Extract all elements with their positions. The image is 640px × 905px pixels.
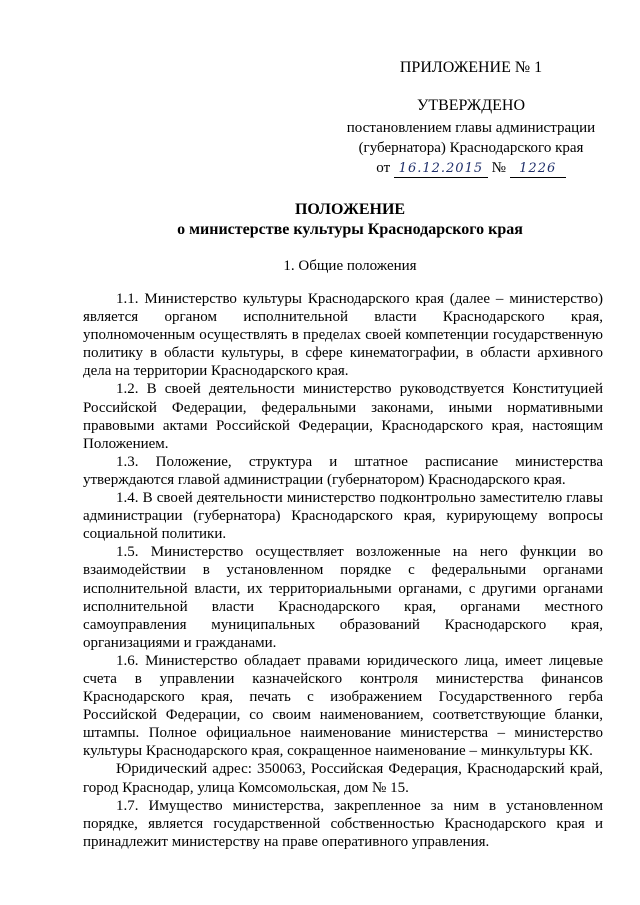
annex-label: ПРИЛОЖЕНИЕ № 1: [399, 59, 543, 76]
paragraph: 1.1. Министерство культуры Краснодарского края (далее – министерство) является органом исполнительной власти Краснодарского края, уполномоченным осуществлять в пределах своей компетенции государственную политику в области культуры, в сфере кинематографии, в области архивного дела на территории Краснодарского края.: [83, 291, 603, 380]
decree-line-1: постановлением главы администрации: [346, 120, 596, 136]
section-title: 1. Общие положения: [283, 258, 417, 274]
document-body: [83, 290, 603, 851]
paragraph: 1.2. В своей деятельности министерство руководствуется Конституцией Российской Федерации, федеральными законами, иными нормативными правовыми актами Российской Федерации, Краснодарского края, настоящим Положением.: [83, 381, 603, 452]
approved-label: УТВЕРЖДЕНО: [416, 97, 525, 114]
paragraph: 1.4. В своей деятельности министерство подконтрольно заместителю главы администрации (губернатора) Краснодарского края, курирующему вопросы социальной политики.: [83, 490, 603, 543]
handwritten-date: 16.12.2015: [394, 161, 488, 178]
handwritten-number: 1226: [510, 161, 566, 178]
decree-line-2: (губернатора) Краснодарского края: [358, 140, 584, 156]
title-line-1: ПОЛОЖЕНИЕ: [294, 201, 406, 218]
number-prefix: №: [491, 160, 506, 176]
paragraph: 1.3. Положение, структура и штатное расписание министерства утверждаются главой администрации (губернатором) Краснодарского края.: [83, 453, 603, 488]
paragraph: 1.7. Имущество министерства, закрепленное за ним в установленном порядке, является государственной собственностью Краснодарского края и принадлежит министерству на праве оперативного управления.: [83, 797, 603, 850]
title-line-2: о министерстве культуры Краснодарского края: [177, 221, 523, 238]
date-prefix: от: [376, 160, 391, 176]
paragraph: 1.6. Министерство обладает правами юридического лица, имеет лицевые счета в управлении казначейского контроля министерства финансов Краснодарского края, печать с изображением Государственного герба Российской Федерации, со своим наименованием, соответствующие бланки, штампы. Полное официальное наименование министерства – министерство культуры Краснодарского края, сокращенное наименование – минкультуры КК.: [83, 652, 603, 760]
paragraph: 1.5. Министерство осуществляет возложенные на него функции во взаимодействии в установленном порядке с федеральными органами исполнительной власти, их территориальными органами, с другими органами исполнительной власти Краснодарского края, органами местного самоуправления муниципальных образований Краснодарского края, организациями и гражданами.: [83, 544, 603, 651]
document-title: [60, 200, 640, 240]
approval-block: [340, 58, 602, 178]
paragraph: Юридический адрес: 350063, Российская Федерация, Краснодарский край, город Краснодар, улица Комсомольская, дом № 15.: [83, 761, 603, 796]
date-number-line: [340, 158, 602, 178]
